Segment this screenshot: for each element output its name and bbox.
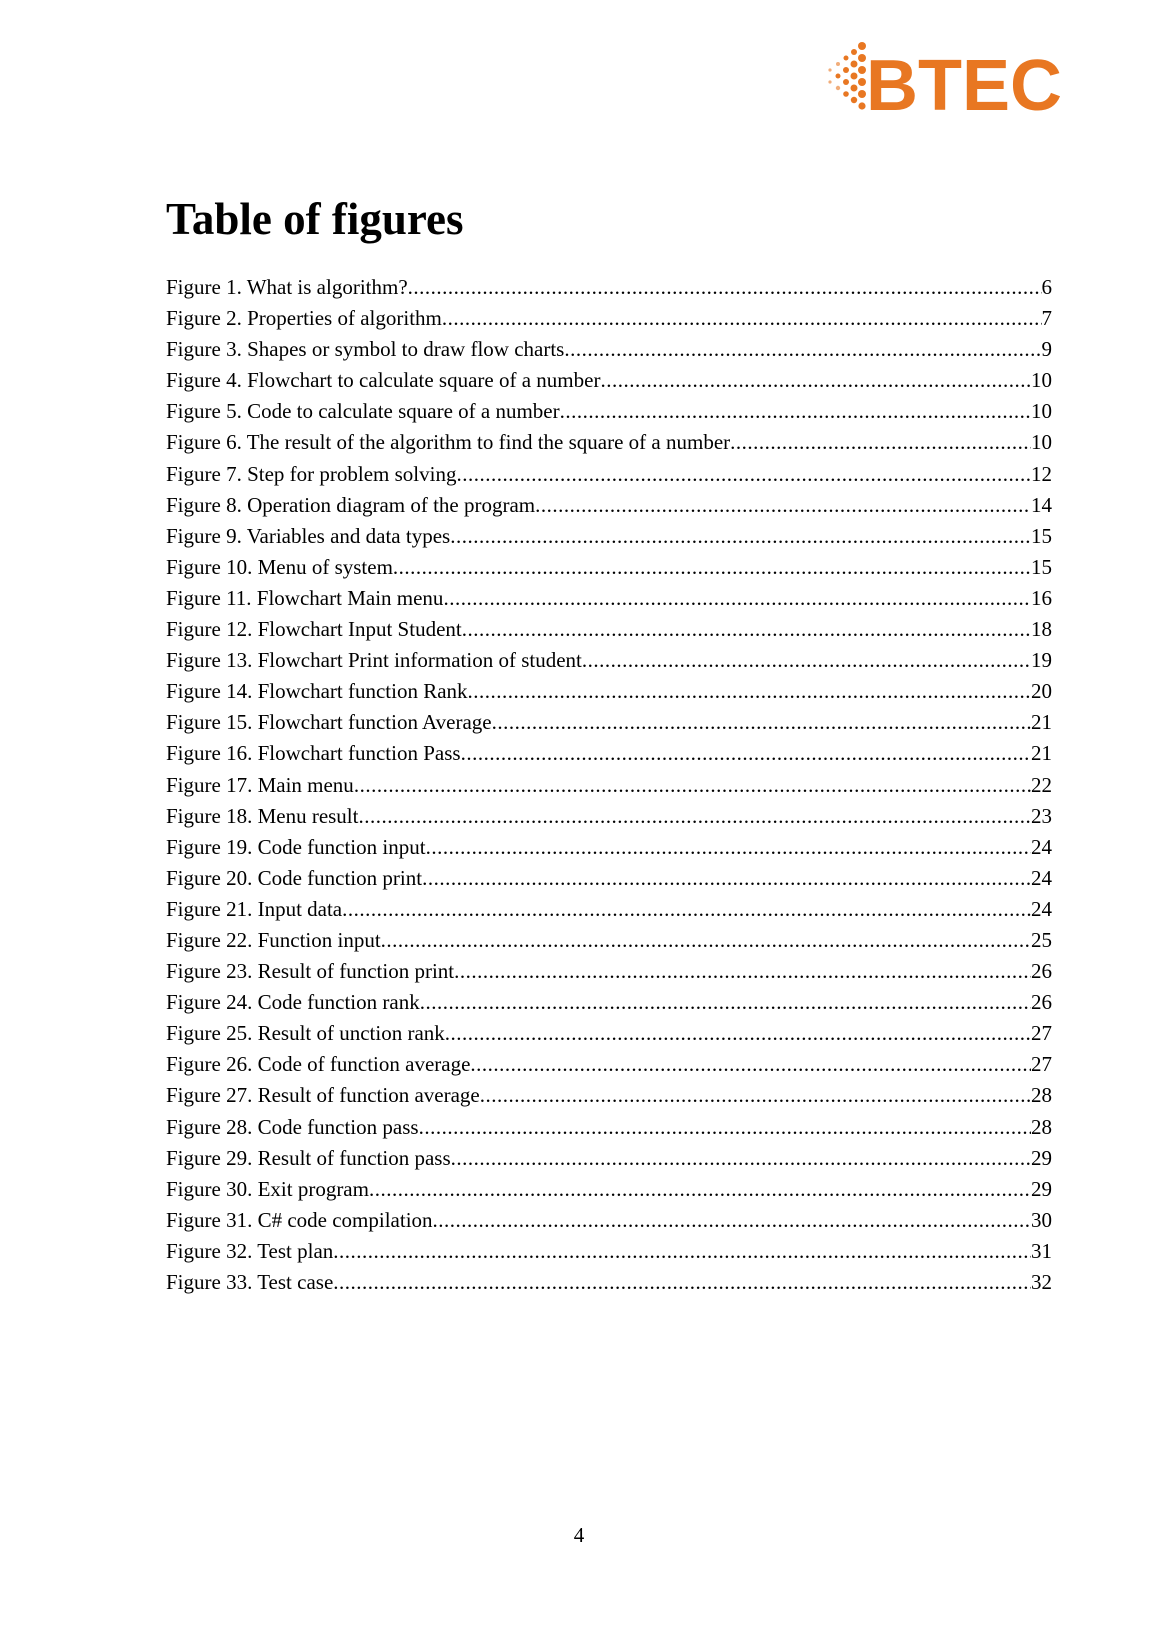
toc-entry-label: Figure 23. Result of function print (166, 959, 455, 984)
toc-dot-leader (358, 801, 1031, 832)
toc-entry-label: Figure 12. Flowchart Input Student (166, 617, 462, 642)
logo-dot (858, 102, 865, 109)
toc-dot-leader (454, 956, 1031, 987)
logo-dot (851, 85, 858, 92)
toc-entry-page: 7 (1041, 306, 1052, 331)
toc-entry-label: Figure 8. Operation diagram of the program (166, 492, 536, 517)
logo-dot (836, 74, 841, 79)
toc-entry-page: 15 (1031, 554, 1052, 579)
toc-entry-page: 31 (1031, 1238, 1052, 1263)
toc-entry-page: 26 (1031, 959, 1052, 984)
toc-dot-leader (450, 521, 1031, 552)
logo-dot (828, 80, 831, 83)
toc-entry[interactable] (166, 1112, 1052, 1143)
toc-entry-page: 20 (1031, 679, 1052, 704)
toc-dot-leader (451, 1143, 1031, 1174)
toc-entry[interactable] (166, 987, 1052, 1018)
toc-entry[interactable] (166, 738, 1052, 769)
toc-dot-leader (369, 1174, 1031, 1205)
toc-dot-leader (433, 1205, 1031, 1236)
logo-dot (851, 61, 858, 68)
toc-entry-label: Figure 9. Variables and data types (166, 523, 451, 548)
toc-entry-label: Figure 4. Flowchart to calculate square of a number (166, 368, 601, 393)
page-title: Table of figures (166, 194, 464, 244)
toc-entry[interactable] (166, 925, 1052, 956)
logo-dot (858, 90, 866, 98)
toc-entry-label: Figure 19. Code function input (166, 834, 426, 859)
toc-entry[interactable] (166, 1205, 1052, 1236)
toc-entry-label: Figure 16. Flowchart function Pass (166, 741, 461, 766)
toc-entry-page: 24 (1031, 896, 1052, 921)
btec-logo-icon (822, 38, 1062, 118)
toc-entry-page: 10 (1031, 399, 1052, 424)
logo-dot (843, 67, 849, 73)
toc-entry[interactable] (166, 427, 1052, 458)
toc-entry-page: 16 (1031, 585, 1052, 610)
toc-dot-leader (381, 925, 1031, 956)
toc-entry-label: Figure 3. Shapes or symbol to draw flow charts (166, 337, 565, 362)
toc-entry-label: Figure 11. Flowchart Main menu (166, 585, 444, 610)
toc-entry[interactable] (166, 863, 1052, 894)
logo-dot (843, 91, 849, 97)
logo-wordmark: BTEC (866, 46, 1062, 118)
toc-entry[interactable] (166, 459, 1052, 490)
toc-entry-page: 23 (1031, 803, 1052, 828)
toc-entry[interactable] (166, 1143, 1052, 1174)
toc-dot-leader (456, 459, 1031, 490)
toc-entry-page: 28 (1031, 1083, 1052, 1108)
toc-dot-leader (333, 1267, 1031, 1298)
toc-entry-label: Figure 31. C# code compilation (166, 1207, 433, 1232)
btec-logo (822, 38, 1062, 118)
toc-entry[interactable] (166, 583, 1052, 614)
toc-entry[interactable] (166, 676, 1052, 707)
toc-entry-label: Figure 25. Result of unction rank (166, 1021, 445, 1046)
toc-dot-leader (442, 303, 1042, 334)
toc-entry-label: Figure 13. Flowchart Print information of student (166, 648, 582, 673)
toc-entry-page: 6 (1041, 275, 1052, 299)
toc-entry-page: 29 (1031, 1176, 1052, 1201)
toc-entry-page: 9 (1041, 337, 1052, 362)
toc-entry-page: 21 (1031, 710, 1052, 735)
toc-entry[interactable] (166, 272, 1052, 303)
toc-dot-leader (730, 427, 1031, 458)
toc-entry-page: 28 (1031, 1114, 1052, 1139)
toc-entry-label: Figure 14. Flowchart function Rank (166, 679, 468, 704)
toc-entry[interactable] (166, 1049, 1052, 1080)
toc-entry-label: Figure 15. Flowchart function Average (166, 710, 492, 735)
logo-dot (858, 54, 866, 62)
toc-entry-label: Figure 21. Input data (166, 896, 343, 921)
toc-dot-leader (333, 1236, 1031, 1267)
toc-entry-page: 10 (1031, 430, 1052, 455)
toc-entry-label: Figure 1. What is algorithm? (166, 275, 408, 299)
toc-entry[interactable] (166, 707, 1052, 738)
logo-dot (858, 78, 866, 86)
toc-entry-label: Figure 7. Step for problem solving (166, 461, 457, 486)
logo-dot (851, 73, 858, 80)
toc-dot-leader (422, 863, 1031, 894)
toc-entry-page: 22 (1031, 772, 1052, 797)
toc-entry-label: Figure 2. Properties of algorithm (166, 306, 442, 331)
toc-entry-page: 30 (1031, 1207, 1052, 1232)
toc-entry[interactable] (166, 832, 1052, 863)
toc-dot-leader (443, 583, 1031, 614)
toc-entry-page: 18 (1031, 617, 1052, 642)
toc-entry-label: Figure 18. Menu result (166, 803, 359, 828)
toc-entry-label: Figure 5. Code to calculate square of a number (166, 399, 560, 424)
toc-dot-leader (492, 707, 1031, 738)
logo-dot (844, 56, 849, 61)
toc-entry[interactable] (166, 956, 1052, 987)
toc-entry[interactable] (166, 1018, 1052, 1049)
toc-entry[interactable] (166, 490, 1052, 521)
toc-entry[interactable] (166, 645, 1052, 676)
logo-dot (828, 68, 831, 71)
toc-entry-label: Figure 26. Code of function average (166, 1052, 471, 1077)
toc-entry-label: Figure 32. Test plan (166, 1238, 334, 1263)
toc-entry-page: 24 (1031, 834, 1052, 859)
toc-entry-page: 15 (1031, 523, 1052, 548)
toc-dot-leader (470, 1049, 1031, 1080)
toc-entry[interactable] (166, 521, 1052, 552)
toc-entry[interactable] (166, 334, 1052, 365)
toc-entry-page: 32 (1031, 1270, 1052, 1294)
toc-entry[interactable] (166, 770, 1052, 801)
toc-entry-label: Figure 10. Menu of system (166, 554, 393, 579)
toc-entry[interactable] (166, 894, 1052, 925)
toc-dot-leader (420, 987, 1031, 1018)
toc-entry-page: 29 (1031, 1145, 1052, 1170)
logo-dot (836, 62, 840, 66)
toc-entry-page: 12 (1031, 461, 1052, 486)
toc-entry[interactable] (166, 1236, 1052, 1267)
toc-dot-leader (342, 894, 1031, 925)
toc-dot-leader (408, 272, 1042, 303)
logo-dot (851, 97, 857, 103)
toc-entry[interactable] (166, 303, 1052, 334)
toc-entry-label: Figure 22. Function input (166, 927, 381, 952)
toc-entry[interactable] (166, 614, 1052, 645)
toc-entry-label: Figure 17. Main menu (166, 772, 354, 797)
toc-entry-label: Figure 20. Code function print (166, 865, 423, 890)
toc-entry-page: 25 (1031, 927, 1052, 952)
logo-dot (858, 66, 866, 74)
toc-entry-page: 14 (1031, 492, 1052, 517)
page-number: 4 (573, 1523, 585, 1547)
toc-dot-leader (426, 832, 1031, 863)
logo-dot (851, 49, 857, 55)
toc-entry[interactable] (166, 552, 1052, 583)
toc-dot-leader (564, 334, 1041, 365)
toc-entry[interactable] (166, 1267, 1052, 1298)
toc-entry-label: Figure 24. Code function rank (166, 990, 420, 1015)
toc-entry-label: Figure 30. Exit program (166, 1176, 369, 1201)
toc-entry-page: 19 (1031, 648, 1052, 673)
table-of-figures (166, 272, 1052, 1298)
toc-dot-leader (393, 552, 1031, 583)
toc-entry[interactable] (166, 365, 1052, 396)
toc-dot-leader (445, 1018, 1031, 1049)
toc-dot-leader (600, 365, 1031, 396)
toc-dot-leader (354, 770, 1031, 801)
toc-entry-label: Figure 27. Result of function average (166, 1083, 480, 1108)
logo-dot (858, 42, 866, 50)
toc-dot-leader (560, 396, 1031, 427)
toc-dot-leader (419, 1112, 1031, 1143)
toc-entry-page: 27 (1031, 1021, 1052, 1046)
toc-entry[interactable] (166, 396, 1052, 427)
toc-dot-leader (461, 738, 1031, 769)
toc-entry-page: 21 (1031, 741, 1052, 766)
toc-entry[interactable] (166, 801, 1052, 832)
toc-dot-leader (462, 614, 1031, 645)
toc-entry[interactable] (166, 1174, 1052, 1205)
toc-dot-leader (535, 490, 1031, 521)
toc-dot-leader (468, 676, 1031, 707)
toc-entry-label: Figure 28. Code function pass (166, 1114, 419, 1139)
logo-dot (836, 86, 840, 90)
toc-entry-page: 26 (1031, 990, 1052, 1015)
toc-entry-label: Figure 29. Result of function pass (166, 1145, 451, 1170)
toc-entry-label: Figure 6. The result of the algorithm to find the square of a number (166, 430, 731, 455)
toc-entry-page: 27 (1031, 1052, 1052, 1077)
toc-entry-label: Figure 33. Test case (166, 1270, 334, 1294)
logo-dot (843, 79, 849, 85)
toc-entry-page: 24 (1031, 865, 1052, 890)
toc-entry[interactable] (166, 1080, 1052, 1111)
toc-dot-leader (582, 645, 1031, 676)
toc-entry-page: 10 (1031, 368, 1052, 393)
toc-dot-leader (480, 1080, 1031, 1111)
